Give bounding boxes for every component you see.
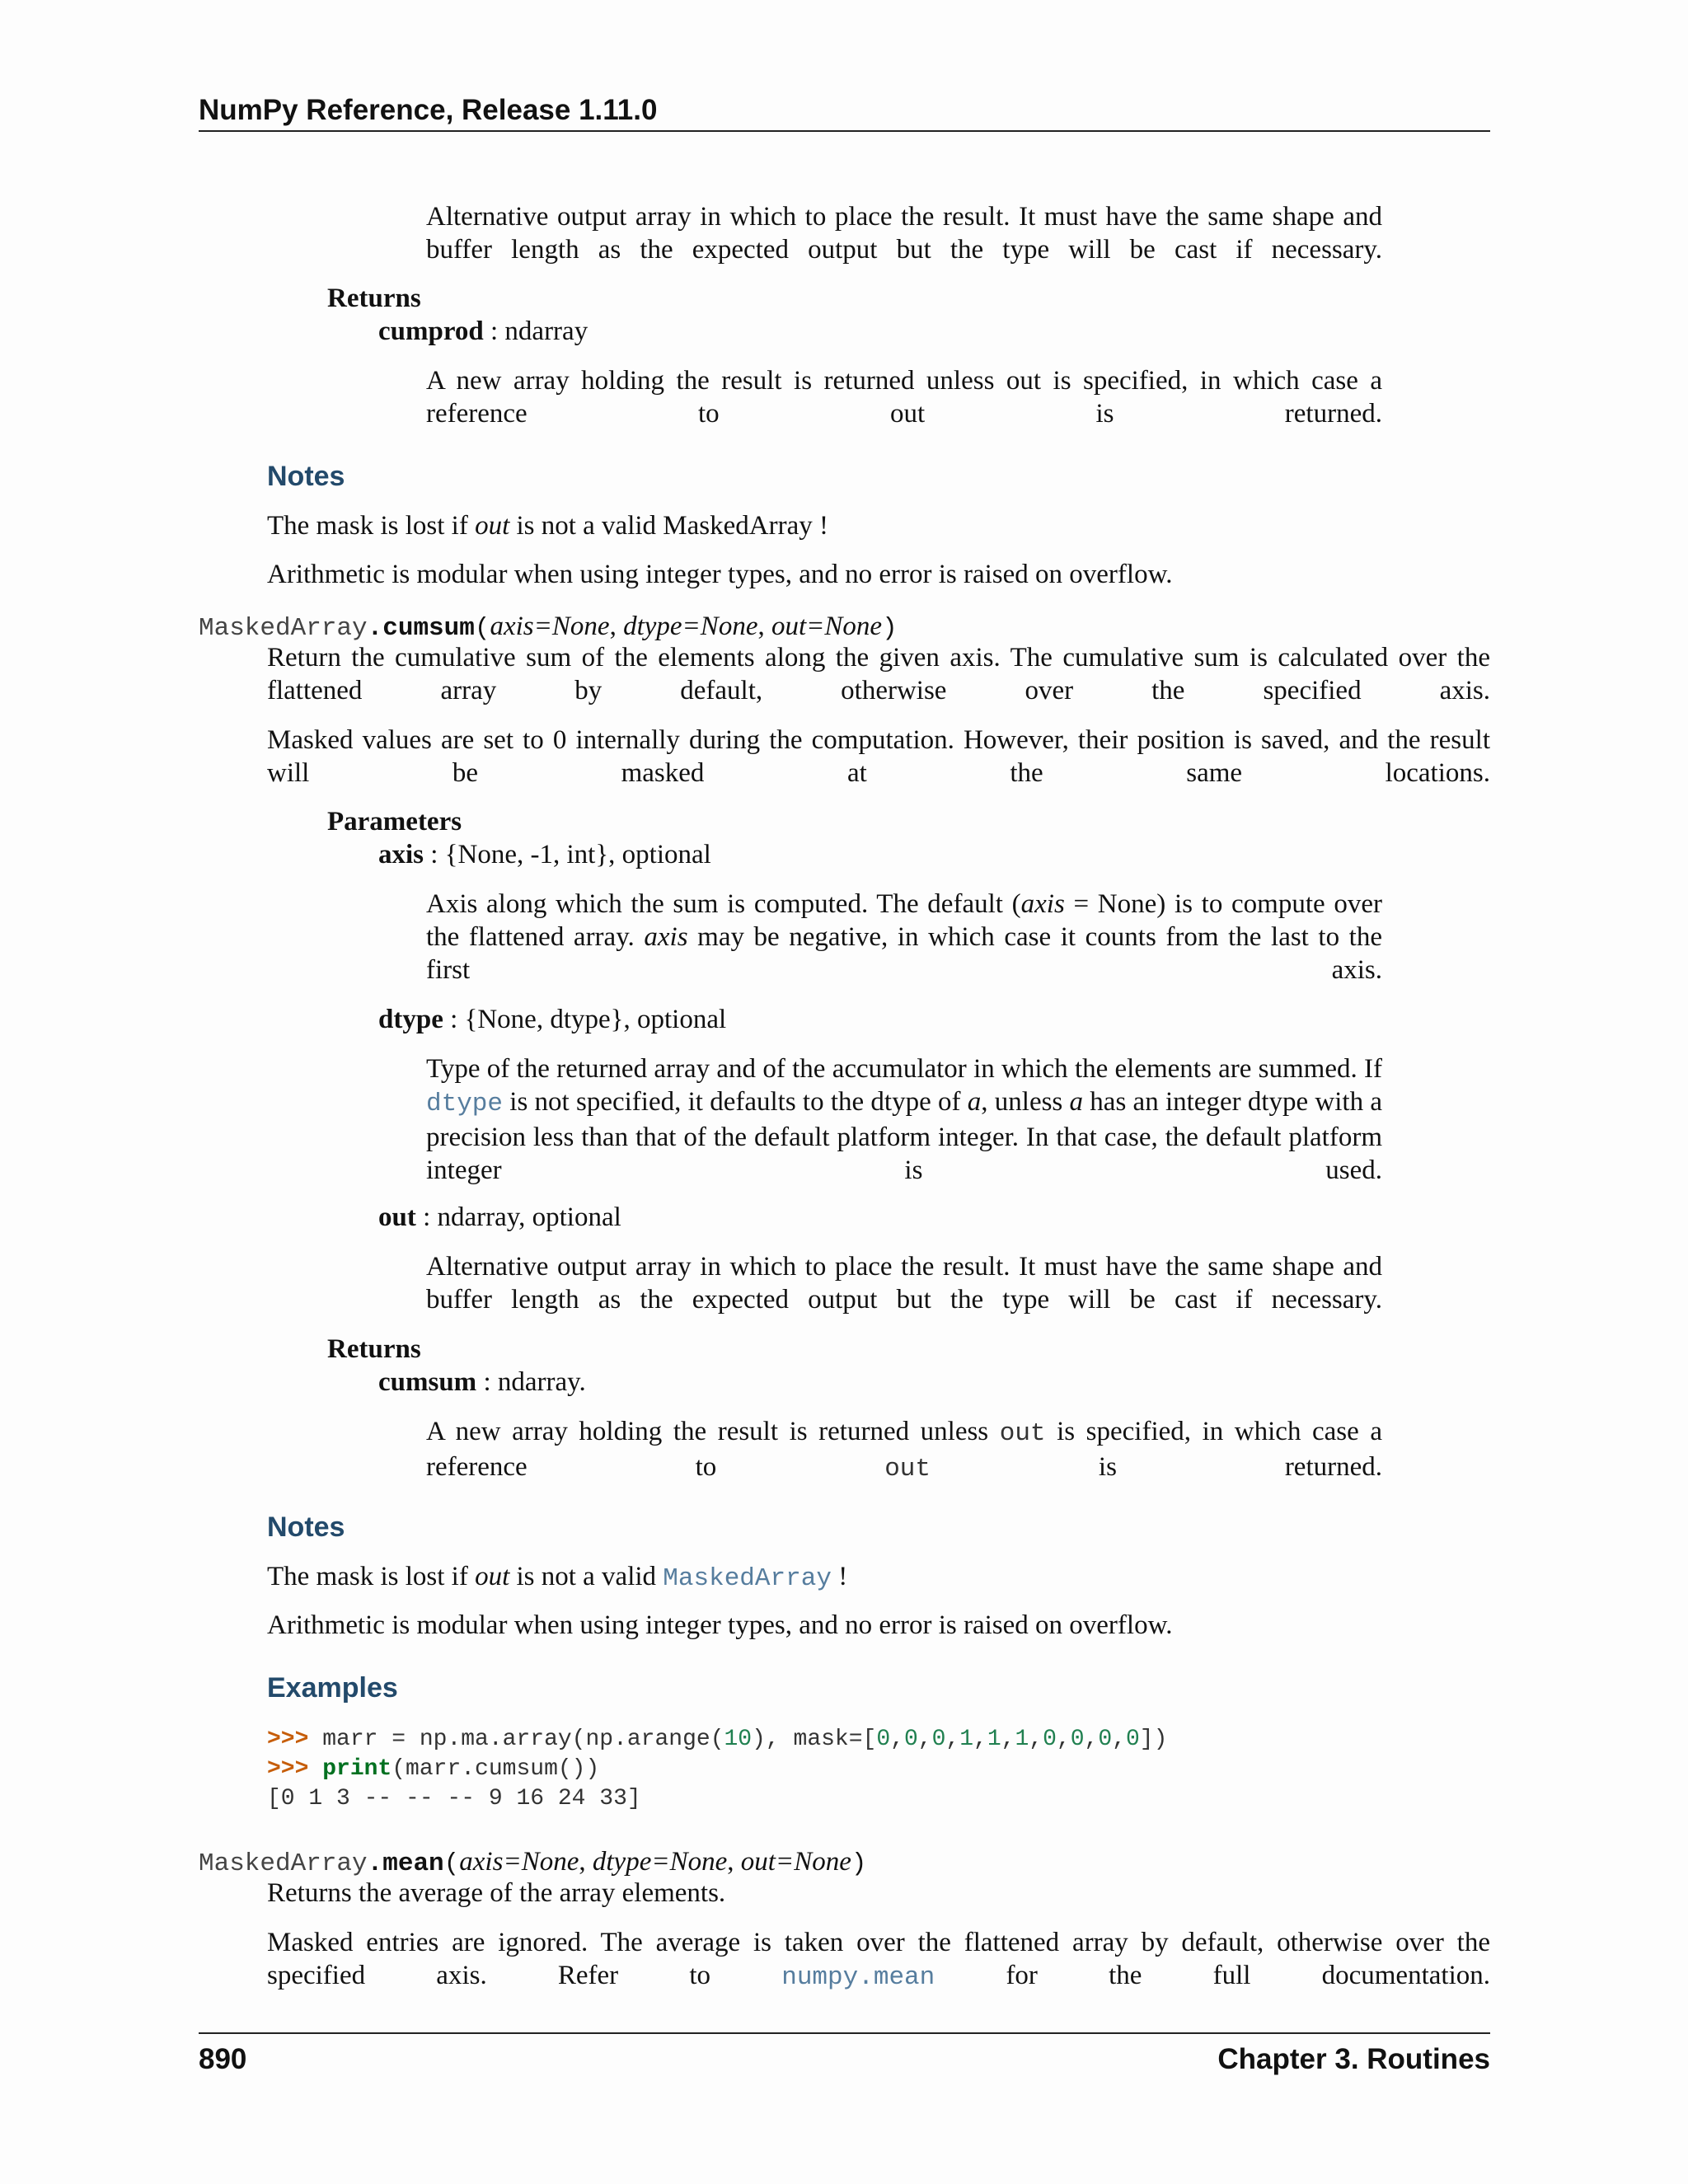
note-paragraph: The mask is lost if out is not a valid MaskedArray ! bbox=[267, 511, 828, 541]
param-dtype-description: Type of the returned array and of the accumulator in which the elements are summed. If dtype is not specified, it defaults to the dtype of a, unless a has an integer dtype with a precision less than that of the default platform integer. In that case, the default platform integer is used. bbox=[426, 1054, 1383, 1185]
maskedarray-link[interactable]: MaskedArray bbox=[663, 1564, 832, 1593]
returns-heading: Returns bbox=[327, 284, 421, 313]
header-title: NumPy Reference, Release 1.11.0 bbox=[199, 94, 658, 126]
footer-divider bbox=[199, 2032, 1490, 2034]
code-line: >>> marr = np.ma.array(np.arange(10), mask=[0,0,0,1,1,1,0,0,0,0]) bbox=[267, 1727, 1168, 1752]
function-signature-cumsum: MaskedArray.cumsum(axis=None, dtype=None, out=None) bbox=[199, 612, 898, 643]
function-description: Masked entries are ignored. The average is taken over the flattened array by default, otherwise over the specified axis. Refer to numpy.mean for the full documentation. bbox=[267, 1928, 1490, 1992]
return-description: A new array holding the result is returned unless out is specified, in which case a reference to out is returned. bbox=[426, 366, 1382, 429]
param-out-description: Alternative output array in which to place the result. It must have the same shape and buffer length as the expected output but the type will be cast if necessary. bbox=[426, 1252, 1382, 1315]
function-description: Returns the average of the array elements. bbox=[267, 1878, 726, 1908]
notes-heading: Notes bbox=[267, 1511, 345, 1543]
notes-heading: Notes bbox=[267, 461, 345, 492]
dtype-link[interactable]: dtype bbox=[426, 1090, 504, 1118]
code-output-line: [0 1 3 -- -- -- 9 16 24 33] bbox=[267, 1786, 641, 1811]
page-header bbox=[199, 91, 1490, 132]
page-number: 890 bbox=[199, 2043, 247, 2075]
function-description: Return the cumulative sum of the elements along the given axis. The cumulative sum is calculated over the flattened array by default, otherwise over the specified axis. bbox=[267, 643, 1490, 705]
note-paragraph: Arithmetic is modular when using integer types, and no error is raised on overflow. bbox=[267, 560, 1173, 589]
examples-heading: Examples bbox=[267, 1672, 398, 1704]
returns-heading: Returns bbox=[327, 1334, 421, 1364]
out-param-description: Alternative output array in which to place the result. It must have the same shape and buffer length as the expected output but the type will be cast if necessary. bbox=[426, 202, 1382, 265]
return-value: cumsum : ndarray. bbox=[378, 1367, 586, 1397]
note-paragraph: The mask is lost if out is not a valid MaskedArray ! bbox=[267, 1562, 848, 1593]
param-dtype: dtype : {None, dtype}, optional bbox=[378, 1005, 727, 1034]
function-signature-mean: MaskedArray.mean(axis=None, dtype=None, out=None) bbox=[199, 1847, 867, 1878]
parameters-heading: Parameters bbox=[327, 807, 462, 837]
chapter-label: Chapter 3. Routines bbox=[1217, 2043, 1490, 2075]
function-description: Masked values are set to 0 internally during the computation. However, their position is saved, and the result will be masked at the same locations. bbox=[267, 725, 1490, 788]
numpy-mean-link[interactable]: numpy.mean bbox=[781, 1963, 935, 1992]
return-value: cumprod : ndarray bbox=[378, 316, 588, 346]
code-example bbox=[267, 1725, 1167, 1814]
param-axis-description: Axis along which the sum is computed. The default (axis = None) is to compute over the flattened array. axis may be negative, in which case it counts from the last to the first axis. bbox=[426, 889, 1383, 985]
param-out: out : ndarray, optional bbox=[378, 1202, 621, 1232]
param-axis: axis : {None, -1, int}, optional bbox=[378, 840, 711, 869]
return-description: A new array holding the result is returned unless out is specified, in which case a reference to out is returned. bbox=[426, 1417, 1383, 1483]
code-line: >>> print(marr.cumsum()) bbox=[267, 1756, 600, 1782]
note-paragraph: Arithmetic is modular when using integer types, and no error is raised on overflow. bbox=[267, 1610, 1173, 1640]
